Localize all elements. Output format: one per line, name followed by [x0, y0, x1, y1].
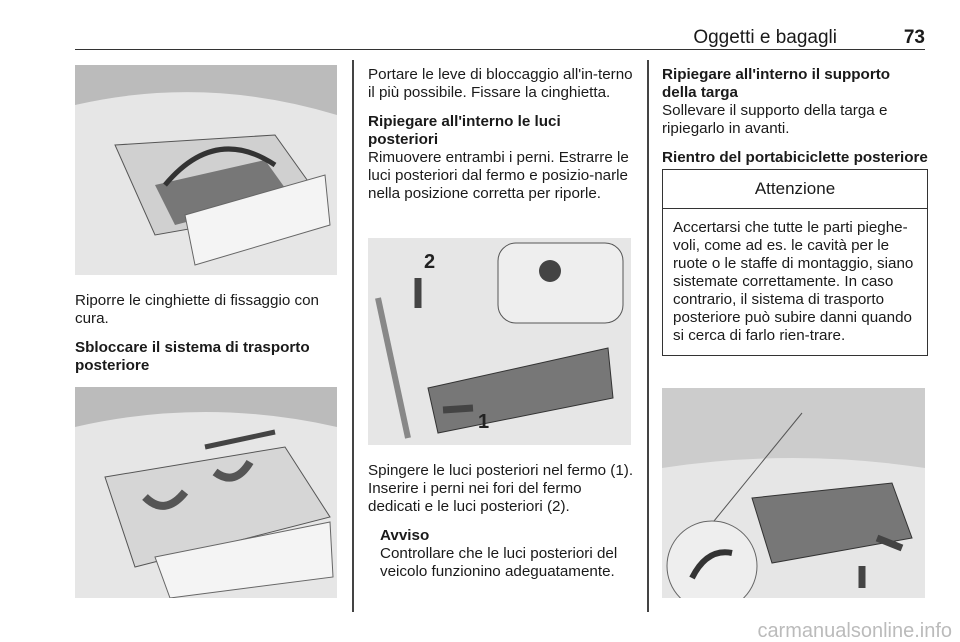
warning-text: Accertarsi che tutte le parti pieghe-voli, come ad es. le cavità per le ruote o le staffe di montaggio, siano sistemate correttamente. In caso contrario, il sistema di trasporto posteriore può subire danni quando si cerca di farlo rien-trare.	[673, 219, 914, 344]
illustration-unlock	[75, 387, 337, 598]
illustration-straps	[75, 65, 337, 275]
note-title: Avviso	[380, 527, 430, 544]
illustration-retract	[662, 388, 925, 598]
section-title: Oggetti e bagagli	[693, 27, 837, 48]
body-text: Rimuovere entrambi i perni. Estrarre le luci posteriori dal fermo e posizio-narle nella posizione corretta per riporle.	[368, 149, 629, 202]
page-header	[75, 28, 925, 50]
section-heading: Ripiegare all'interno le luci posteriori	[368, 113, 561, 148]
column-divider	[352, 60, 354, 612]
figure-label-2: 2	[424, 251, 436, 273]
column-divider	[647, 60, 649, 612]
note	[368, 527, 634, 581]
section-heading: Rientro del portabiciclette posteriore	[662, 149, 928, 166]
body-text: Portare le leve di bloccaggio all'in-terno il più possibile. Fissare la cinghietta.	[368, 66, 633, 101]
section-heading: Ripiegare all'interno il supporto della targa	[662, 66, 891, 101]
figure-label-1: 1	[478, 411, 490, 433]
watermark: carmanualsonline.info	[757, 620, 952, 642]
note-text: Controllare che le luci posteriori del veicolo funzionino adeguatamente.	[380, 545, 618, 580]
page-number: 73	[903, 27, 925, 48]
warning-box	[662, 169, 928, 356]
section-heading: Sbloccare il sistema di trasporto posteriore	[75, 339, 310, 374]
warning-title: Attenzione	[663, 170, 927, 209]
body-text: Spingere le luci posteriori nel fermo (1). Inserire i perni nei fori del fermo dedicati e le luci posteriori (2).	[368, 462, 634, 515]
caption-text: Riporre le cinghiette di fissaggio con cura.	[75, 292, 319, 327]
illustration-tail-lights	[368, 238, 631, 445]
body-text: Sollevare il supporto della targa e ripiegarlo in avanti.	[662, 102, 888, 137]
